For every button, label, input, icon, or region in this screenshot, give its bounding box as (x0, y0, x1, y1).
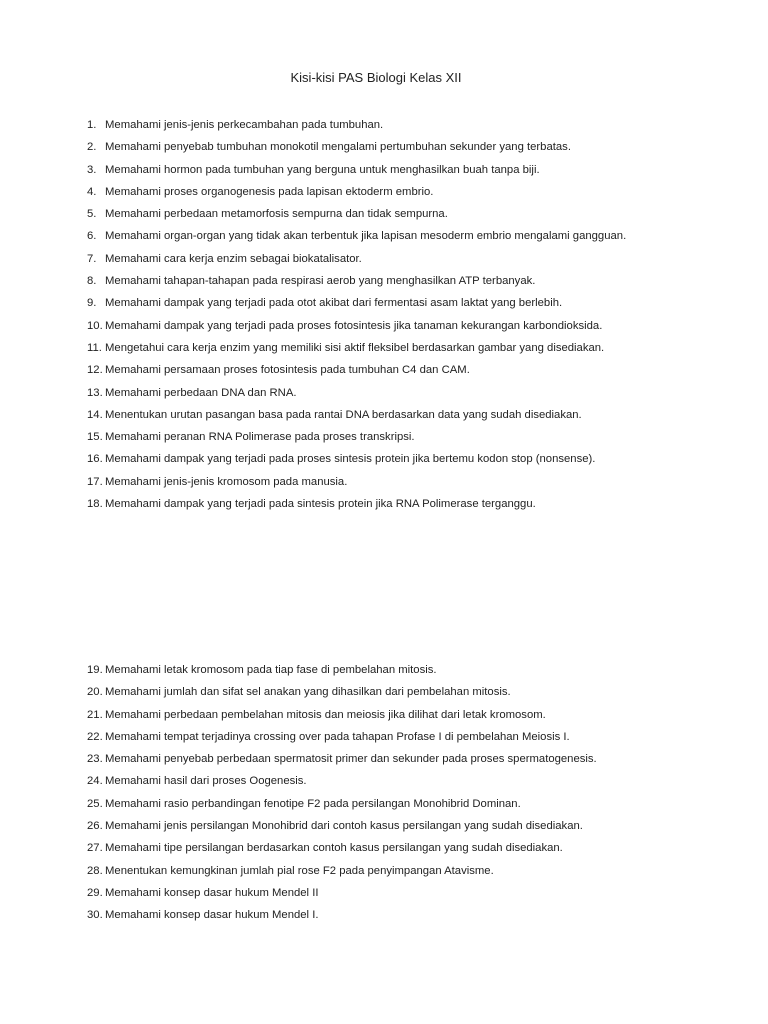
item-number: 20. (87, 686, 103, 699)
item-number: 19. (87, 664, 103, 676)
list-item (87, 295, 626, 317)
list-item (87, 429, 626, 451)
item-text: Memahami perbedaan pembelahan mitosis dan meiosis jika dilihat dari letak kromosom. (105, 708, 546, 721)
document-title: Kisi-kisi PAS Biologi Kelas XII (290, 70, 462, 85)
item-text: Memahami cara kerja enzim sebagai biokatalisator. (105, 252, 362, 265)
item-text: Memahami penyebab perbedaan spermatosit primer dan sekunder pada proses spermatogenesis. (105, 753, 597, 766)
item-text: Memahami perbedaan DNA dan RNA. (105, 386, 297, 399)
item-number: 15. (87, 431, 103, 444)
list-item (87, 362, 626, 384)
item-text: Memahami jenis persilangan Monohibrid dari contoh kasus persilangan yang sudah disediakan. (105, 820, 583, 833)
list-item (87, 818, 597, 840)
list-item (87, 662, 597, 684)
item-text: Menentukan urutan pasangan basa pada rantai DNA berdasarkan data yang sudah disediakan. (105, 408, 582, 421)
list-item (87, 251, 626, 273)
item-text: Mengetahui cara kerja enzim yang memiliki sisi aktif fleksibel berdasarkan gambar yang disediakan. (105, 341, 605, 354)
objectives-list-part-1 (87, 117, 626, 518)
item-number: 9. (87, 297, 97, 310)
list-item (87, 840, 597, 862)
list-item (87, 340, 626, 362)
item-text: Memahami jenis-jenis kromosom pada manusia. (105, 475, 348, 488)
item-text: Memahami rasio perbandingan fenotipe F2 pada persilangan Monohibrid Dominan. (105, 797, 521, 810)
list-item (87, 117, 626, 139)
item-number: 6. (87, 230, 97, 243)
list-item (87, 407, 626, 429)
list-item (87, 707, 597, 729)
list-item (87, 139, 626, 161)
item-text: Menentukan kemungkinan jumlah pial rose F2 pada penyimpangan Atavisme. (105, 864, 494, 877)
item-number: 18. (87, 498, 103, 511)
item-number: 13. (87, 386, 103, 399)
item-number: 22. (87, 730, 103, 743)
item-number: 16. (87, 453, 103, 466)
item-number: 21. (87, 708, 103, 721)
item-number: 7. (87, 252, 97, 265)
item-number: 27. (87, 842, 103, 855)
list-item (87, 273, 626, 295)
item-text: Memahami tipe persilangan berdasarkan contoh kasus persilangan yang sudah disediakan. (105, 842, 563, 855)
list-item (87, 751, 597, 773)
item-text: Memahami dampak yang terjadi pada proses fotosintesis jika tanaman kekurangan karbondioksida. (105, 319, 603, 332)
item-text: Memahami hormon pada tumbuhan yang berguna untuk menghasilkan buah tanpa biji. (105, 163, 540, 176)
item-text: Memahami hasil dari proses Oogenesis. (105, 775, 307, 788)
item-number: 12. (87, 364, 103, 377)
item-text: Memahami tahapan-tahapan pada respirasi aerob yang menghasilkan ATP terbanyak. (105, 275, 536, 288)
item-text: Memahami organ-organ yang tidak akan terbentuk jika lapisan mesoderm embrio mengalami gangguan. (105, 230, 627, 243)
item-text: Memahami jumlah dan sifat sel anakan yang dihasilkan dari pembelahan mitosis. (105, 686, 511, 699)
item-number: 30. (87, 909, 103, 922)
list-item (87, 385, 626, 407)
item-text: Memahami jenis-jenis perkecambahan pada tumbuhan. (105, 119, 384, 131)
item-number: 29. (87, 886, 103, 899)
item-text: Memahami dampak yang terjadi pada proses sintesis protein jika bertemu kodon stop (nonsense). (105, 453, 596, 466)
item-number: 28. (87, 864, 103, 877)
item-number: 23. (87, 753, 103, 766)
item-number: 11. (87, 341, 102, 354)
item-number: 26. (87, 820, 103, 833)
item-number: 1. (87, 119, 97, 131)
list-item (87, 729, 597, 751)
item-number: 14. (87, 408, 103, 421)
list-item (87, 496, 626, 518)
item-number: 24. (87, 775, 103, 788)
item-text: Memahami persamaan proses fotosintesis pada tumbuhan C4 dan CAM. (105, 364, 470, 377)
item-number: 4. (87, 185, 97, 198)
list-item (87, 773, 597, 795)
list-item (87, 206, 626, 228)
item-text: Memahami tempat terjadinya crossing over pada tahapan Profase I di pembelahan Meiosis I. (105, 730, 570, 743)
item-text: Memahami proses organogenesis pada lapisan ektoderm embrio. (105, 185, 434, 198)
item-number: 3. (87, 163, 97, 176)
item-text: Memahami peranan RNA Polimerase pada proses transkripsi. (105, 431, 415, 444)
list-item (87, 228, 626, 250)
list-item (87, 451, 626, 473)
list-item (87, 184, 626, 206)
item-number: 17. (87, 475, 103, 488)
item-text: Memahami dampak yang terjadi pada sintesis protein jika RNA Polimerase terganggu. (105, 498, 536, 511)
item-number: 25. (87, 797, 103, 810)
list-item (87, 318, 626, 340)
list-item (87, 796, 597, 818)
item-text: Memahami letak kromosom pada tiap fase di pembelahan mitosis. (105, 664, 437, 676)
list-item (87, 885, 597, 907)
item-number: 5. (87, 208, 97, 221)
item-text: Memahami konsep dasar hukum Mendel II (105, 886, 319, 899)
item-number: 2. (87, 141, 97, 154)
item-text: Memahami perbedaan metamorfosis sempurna dan tidak sempurna. (105, 208, 448, 221)
list-item (87, 863, 597, 885)
list-item (87, 162, 626, 184)
item-text: Memahami konsep dasar hukum Mendel I. (105, 909, 319, 922)
item-number: 8. (87, 275, 97, 288)
item-text: Memahami penyebab tumbuhan monokotil mengalami pertumbuhan sekunder yang terbatas. (105, 141, 571, 154)
item-number: 10. (87, 319, 103, 332)
list-item (87, 474, 626, 496)
list-item (87, 684, 597, 706)
list-item (87, 907, 597, 929)
item-text: Memahami dampak yang terjadi pada otot akibat dari fermentasi asam laktat yang berlebih. (105, 297, 563, 310)
objectives-list-part-2 (87, 662, 597, 930)
